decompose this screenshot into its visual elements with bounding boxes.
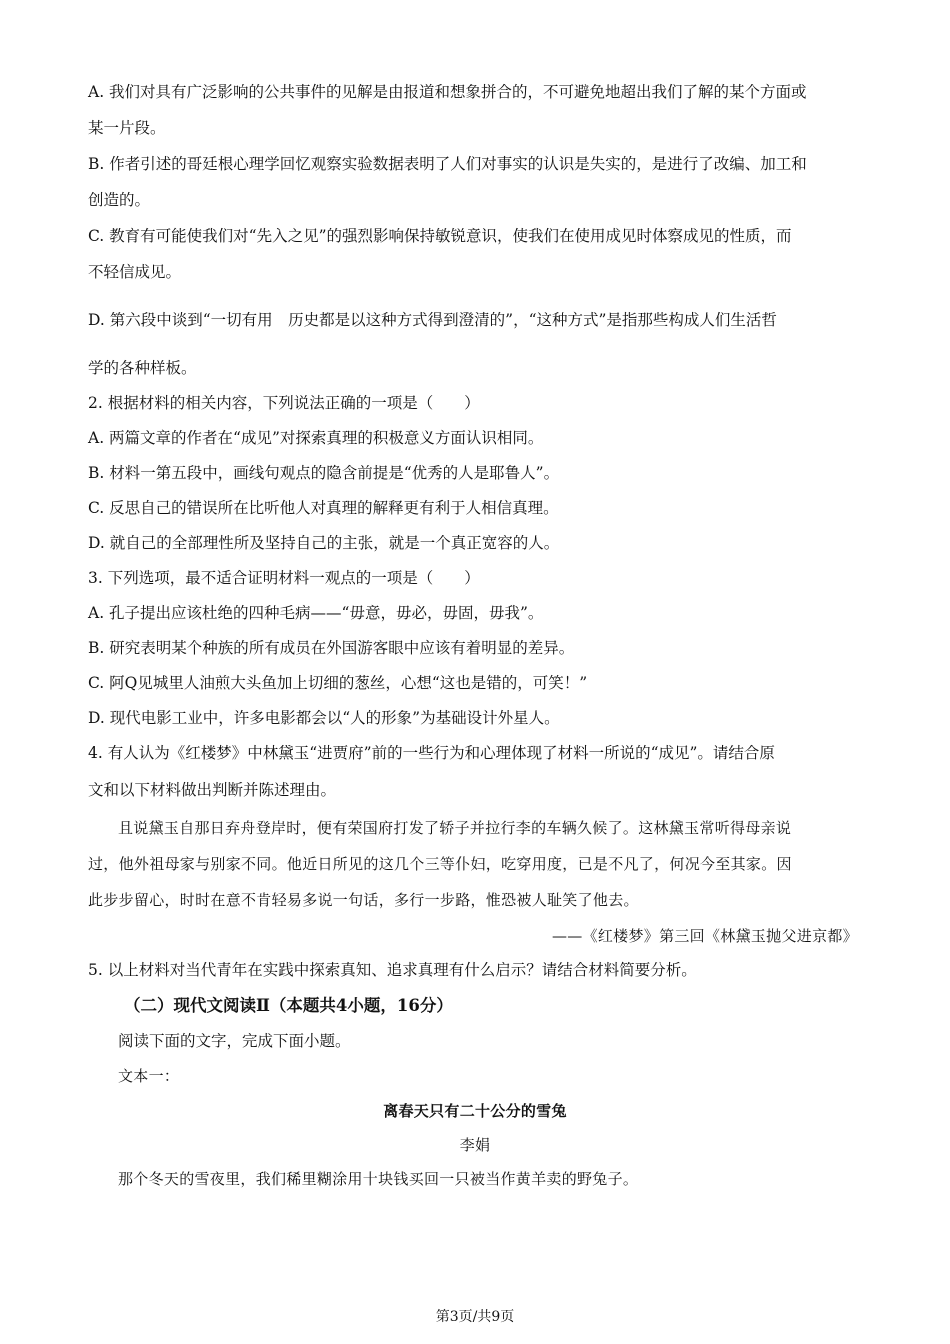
text-label: 文本一： xyxy=(118,1067,180,1085)
section-instruction: 阅读下面的文字，完成下面小题。 xyxy=(118,1032,351,1050)
article-first-line: 那个冬天的雪夜里，我们稀里糊涂用十块钱买回一只被当作黄羊卖的野兔子。 xyxy=(118,1170,639,1188)
q5-stem: 5. 以上材料对当代青年在实践中探索真知、追求真理有什么启示？请结合材料简要分析。 xyxy=(88,961,697,979)
q2-stem: 2. 根据材料的相关内容，下列说法正确的一项是（ ） xyxy=(88,394,480,412)
q3-stem: 3. 下列选项，最不适合证明材料一观点的一项是（ ） xyxy=(88,569,480,587)
q4-stem-line1: 4. 有人认为《红楼梦》中林黛玉“进贾府”前的一些行为和心理体现了材料一所说的“成见”。请结合原 xyxy=(88,744,775,762)
article-author: 李娟 xyxy=(459,1136,491,1154)
q4-quote-line1: 且说黛玉自那日弃舟登岸时，便有荣国府打发了轿子并拉行李的车辆久候了。这林黛玉常听得母亲说 xyxy=(118,819,792,837)
q1-option-d-line1: D. 第六段中谈到“一切有用 历史都是以这种方式得到澄清的”，“这种方式”是指那些构成人们生活哲 xyxy=(88,311,777,329)
q3-option-b: B. 研究表明某个种族的所有成员在外国游客眼中应该有着明显的差异。 xyxy=(88,639,575,657)
q4-quote-source: ——《红楼梦》第三回《林黛玉抛父进京都》 xyxy=(551,927,858,945)
q1-option-b-line2: 创造的。 xyxy=(88,191,151,209)
q4-quote-line3: 此步步留心，时时在意不肯轻易多说一句话，多行一步路，惟恐被人耻笑了他去。 xyxy=(88,891,639,909)
q2-option-d: D. 就自己的全部理性所及坚持自己的主张，就是一个真正宽容的人。 xyxy=(88,534,560,552)
q4-quote-line2: 过，他外祖母家与别家不同。他近日所见的这几个三等仆妇，吃穿用度，已是不凡了，何况今至其家。因 xyxy=(88,855,792,873)
q3-option-d: D. 现代电影工业中，许多电影都会以“人的形象”为基础设计外星人。 xyxy=(88,709,560,727)
q3-option-c: C. 阿Q见城里人油煎大头鱼加上切细的葱丝，心想“这也是错的，可笑！” xyxy=(88,674,588,692)
q1-option-c-line1: C. 教育有可能使我们对“先入之见”的强烈影响保持敏锐意识，使我们在使用成见时体察成见的性质，而 xyxy=(88,227,792,245)
q1-option-c-line2: 不轻信成见。 xyxy=(88,263,182,281)
q2-option-a: A. 两篇文章的作者在“成见”对探索真理的积极意义方面认识相同。 xyxy=(88,429,544,447)
q2-option-b: B. 材料一第五段中，画线句观点的隐含前提是“优秀的人是耶鲁人”。 xyxy=(88,464,560,482)
q2-option-c: C. 反思自己的错误所在比听他人对真理的解释更有利于人相信真理。 xyxy=(88,499,559,517)
q1-option-b-line1: B. 作者引述的哥廷根心理学回忆观察实验数据表明了人们对事实的认识是失实的，是进行了改编、加工和 xyxy=(88,155,807,173)
page-number: 第3页/共9页 xyxy=(435,1309,515,1325)
q1-option-d-line2: 学的各种样板。 xyxy=(88,359,197,377)
q1-option-a-line2: 某一片段。 xyxy=(88,119,166,137)
q4-stem-line2: 文和以下材料做出判断并陈述理由。 xyxy=(88,781,337,799)
q1-option-a-line1: A. 我们对具有广泛影响的公共事件的见解是由报道和想象拼合的，不可避免地超出我们了解的某个方面或 xyxy=(88,83,807,101)
q3-option-a: A. 孔子提出应该杜绝的四种毛病——“毋意，毋必，毋固，毋我”。 xyxy=(88,604,544,622)
section-heading: （二）现代文阅读Ⅱ（本题共4小题，16分） xyxy=(124,996,453,1015)
article-title: 离春天只有二十公分的雪兔 xyxy=(383,1102,567,1120)
